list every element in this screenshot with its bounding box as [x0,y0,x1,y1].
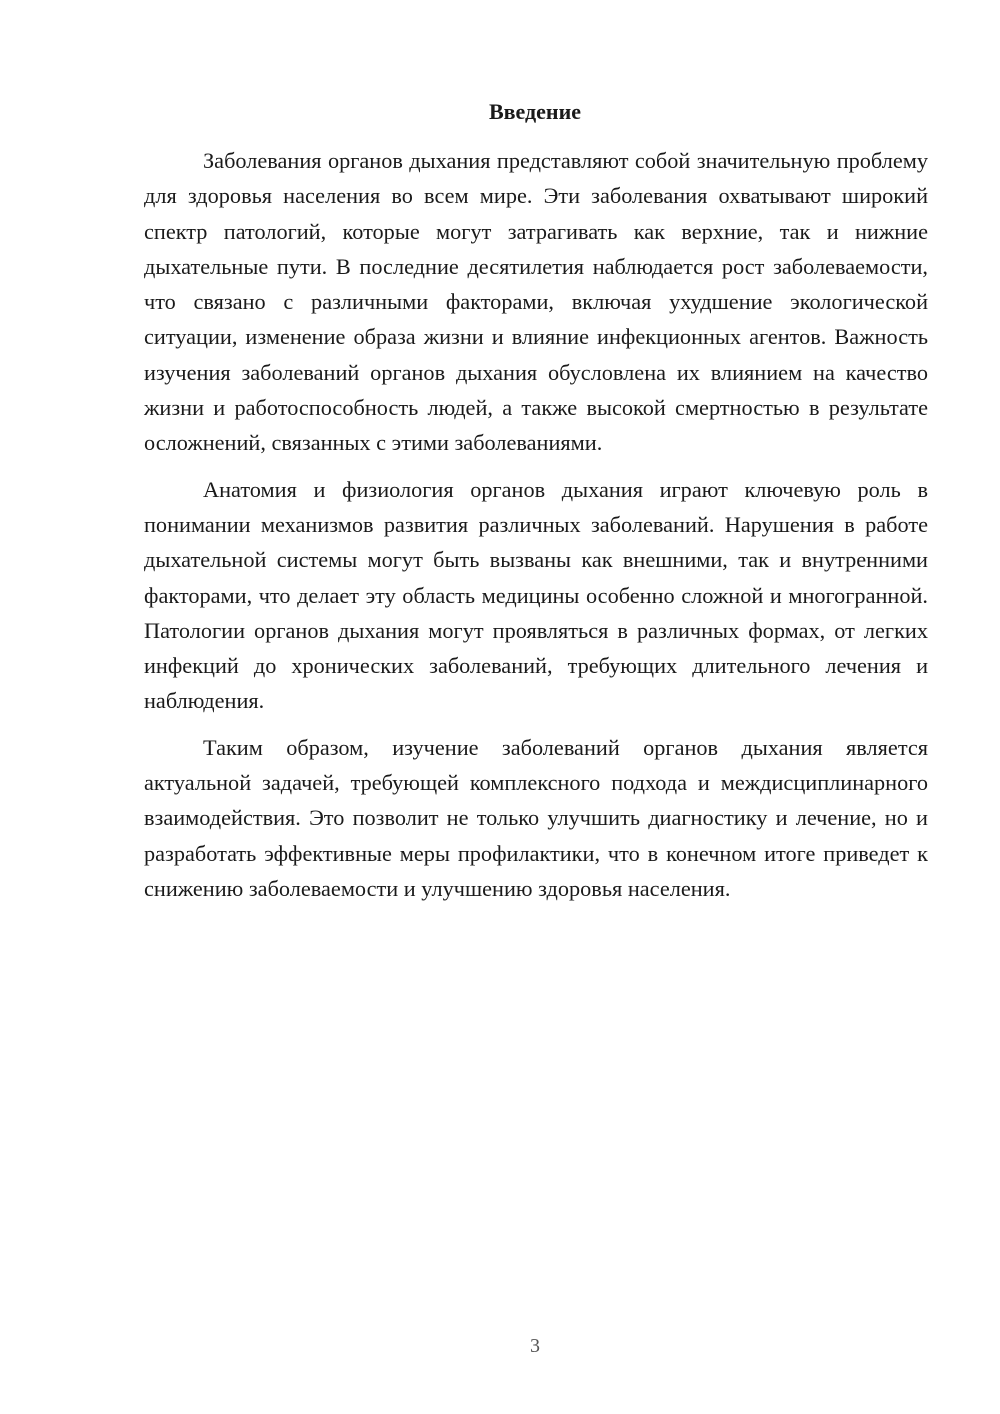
section-heading: Введение [488,99,582,124]
paragraph-1: Заболевания органов дыхания представляют собой значительную проблему для здоровья населения во всем мире. Эти заболевания охватывают широкий спектр патологий, которые могут затрагивать как верхние, так и нижние дыхательные пути. В последние десятилетия наблюдается рост заболеваемости, что связано с различными факторами, включая ухудшение экологической ситуации, изменение образа жизни и влияние инфекционных агентов. Важность изучения заболеваний органов дыхания обусловлена их влиянием на качество жизни и работоспособность людей, а также высокой смертностью в результате осложнений, связанных с этими заболеваниями. [144,148,928,456]
page-number: 3 [530,1335,540,1357]
paragraph-2: Анатомия и физиология органов дыхания играют ключевую роль в понимании механизмов развития различных заболеваний. Нарушения в работе дыхательной системы могут быть вызваны как внешними, так и внутренними факторами, что делает эту область медицины особенно сложной и многогранной. Патологии органов дыхания могут проявляться в различных формах, от легких инфекций до хронических заболеваний, требующих длительного лечения и наблюдения. [144,476,928,714]
body-text [144,143,928,906]
paragraph-3: Таким образом, изучение заболеваний органов дыхания является актуальной задачей, требующей комплексного подхода и междисциплинарного взаимодействия. Это позволит не только улучшить диагностику и лечение, но и разработать эффективные меры профилактики, что в конечном итоге приведет к снижению заболеваемости и улучшению здоровья населения. [144,734,928,901]
